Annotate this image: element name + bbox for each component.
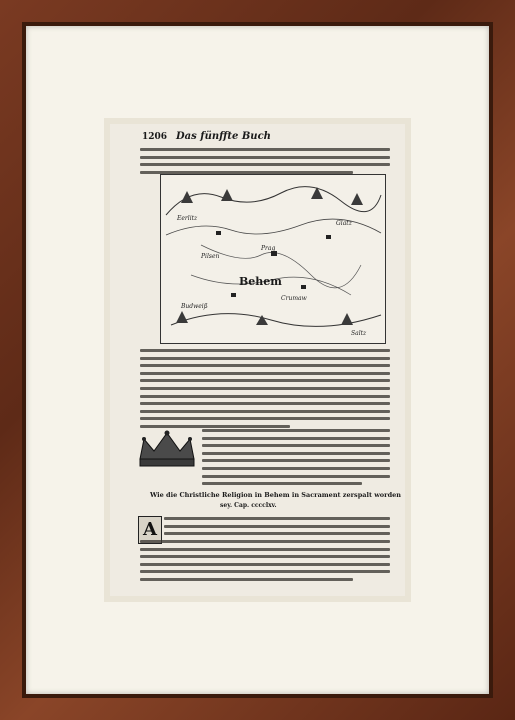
book-title: Das fünffte Buch (176, 131, 271, 142)
map-label: Budweiß (181, 303, 208, 310)
map-label: Crumaw (281, 295, 307, 302)
map-label: Glatz (336, 220, 352, 227)
chapter-number: sey. Cap. cccclxv. (220, 502, 277, 509)
map-label: Prag (261, 245, 276, 252)
crown-text-block (202, 429, 390, 490)
decorated-initial: A (138, 516, 162, 544)
map-label: Pilsen (201, 253, 220, 260)
chapter-title: Wie die Christliche Religion in Behem in Sacrament zerspalt worden (150, 491, 401, 499)
bottom-text-block-2 (140, 540, 390, 586)
map-illustration (161, 175, 385, 343)
page-number: 1206 (142, 132, 168, 142)
bottom-text-block (164, 517, 390, 540)
map-label: Eerlitz (177, 215, 198, 222)
map-title: Behem (239, 275, 282, 288)
map-label: Saltz (351, 330, 367, 337)
middle-text-block (140, 349, 390, 433)
book-page (110, 124, 405, 596)
crown-woodcut (136, 429, 198, 469)
woodcut-map (160, 174, 386, 344)
